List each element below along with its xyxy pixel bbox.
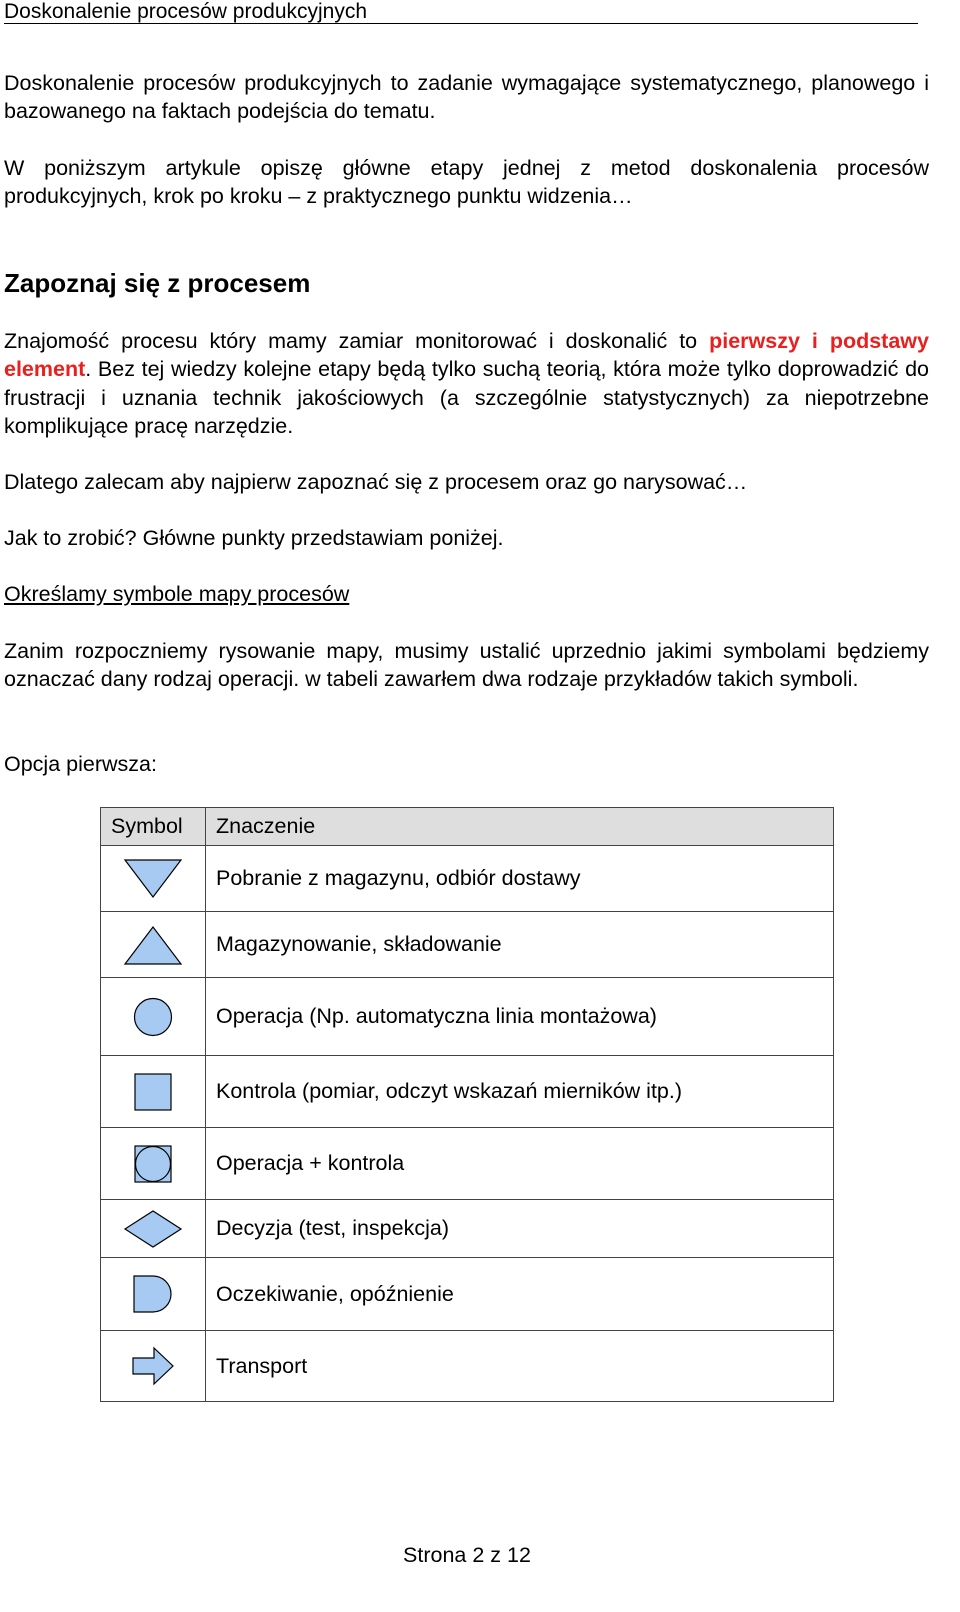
section-heading: Zapoznaj się z procesem xyxy=(4,268,311,298)
table-row xyxy=(101,912,834,978)
symbol-cell xyxy=(101,912,206,978)
symbol-cell xyxy=(101,1258,206,1331)
table-row xyxy=(101,1331,834,1402)
table-header-row xyxy=(101,808,834,846)
delay-d-icon xyxy=(131,1273,175,1315)
square-icon xyxy=(132,1071,174,1113)
section-subheading: Określamy symbole mapy procesów xyxy=(4,582,350,606)
column-header-symbol: Symbol xyxy=(101,808,206,846)
paragraph-text: . Bez tej wiedzy kolejne etapy będą tylko suchą teorią, która może tylko doprowadzić do frustracji i uznania technik jakościowych (a szczególnie statystycznych) za niepotrzebne komplikujące pracę narzędzie. xyxy=(4,357,929,438)
section-paragraph-2: Dlatego zalecam aby najpierw zapoznać się z procesem oraz go narysować… xyxy=(4,470,748,494)
symbol-cell xyxy=(101,1200,206,1258)
intro-paragraph-2: W poniższym artykule opiszę główne etapy jednej z metod doskonalenia procesów produkcyjnych, krok po kroku – z praktycznego punktu widzenia… xyxy=(4,156,929,209)
symbol-cell xyxy=(101,1331,206,1402)
table-row xyxy=(101,846,834,912)
diamond-icon xyxy=(123,1209,183,1249)
meaning-cell: Operacja + kontrola xyxy=(206,1128,834,1200)
symbol-cell xyxy=(101,1128,206,1200)
symbol-cell xyxy=(101,846,206,912)
table-row xyxy=(101,1056,834,1128)
section-paragraph-1 xyxy=(4,327,929,440)
table-row xyxy=(101,1200,834,1258)
highlight-text: pierwszy i podstawy element xyxy=(4,329,929,382)
meaning-cell: Pobranie z magazynu, odbiór dostawy xyxy=(206,846,834,912)
symbol-cell xyxy=(101,1056,206,1128)
paragraph-text: Znajomość procesu który mamy zamiar monitorować i doskonalić to xyxy=(4,329,710,353)
section-paragraph-3: Jak to zrobić? Główne punkty przedstawiam poniżej. xyxy=(4,526,504,550)
meaning-cell: Transport xyxy=(206,1331,834,1402)
page-number: Strona 2 z 12 xyxy=(403,1543,531,1567)
meaning-cell: Kontrola (pomiar, odczyt wskazań mierników itp.) xyxy=(206,1056,834,1128)
symbols-table xyxy=(100,807,834,1402)
circle-in-square-icon xyxy=(132,1143,174,1185)
meaning-cell: Magazynowanie, składowanie xyxy=(206,912,834,978)
meaning-cell: Operacja (Np. automatyczna linia montażowa) xyxy=(206,978,834,1056)
table-row xyxy=(101,1258,834,1331)
triangle-up-icon xyxy=(123,924,183,966)
circle-icon xyxy=(132,996,174,1038)
section-paragraph-4: Zanim rozpoczniemy rysowanie mapy, musimy ustalić uprzednio jakimi symbolami będziemy oznaczać dany rodzaj operacji. w tabeli zawarłem dwa rodzaje przykładów takich symboli. xyxy=(4,639,929,692)
meaning-cell: Decyzja (test, inspekcja) xyxy=(206,1200,834,1258)
symbol-cell xyxy=(101,978,206,1056)
arrow-right-icon xyxy=(130,1345,176,1387)
section-paragraph-5: Opcja pierwsza: xyxy=(4,752,157,776)
page-header: Doskonalenie procesów produkcyjnych xyxy=(4,0,918,24)
intro-paragraph-1: Doskonalenie procesów produkcyjnych to zadanie wymagające systematycznego, planowego i bazowanego na faktach podejścia do tematu. xyxy=(4,71,929,124)
triangle-down-icon xyxy=(123,858,183,900)
meaning-cell: Oczekiwanie, opóźnienie xyxy=(206,1258,834,1331)
table-row xyxy=(101,978,834,1056)
table-row xyxy=(101,1128,834,1200)
column-header-meaning: Znaczenie xyxy=(206,808,834,846)
